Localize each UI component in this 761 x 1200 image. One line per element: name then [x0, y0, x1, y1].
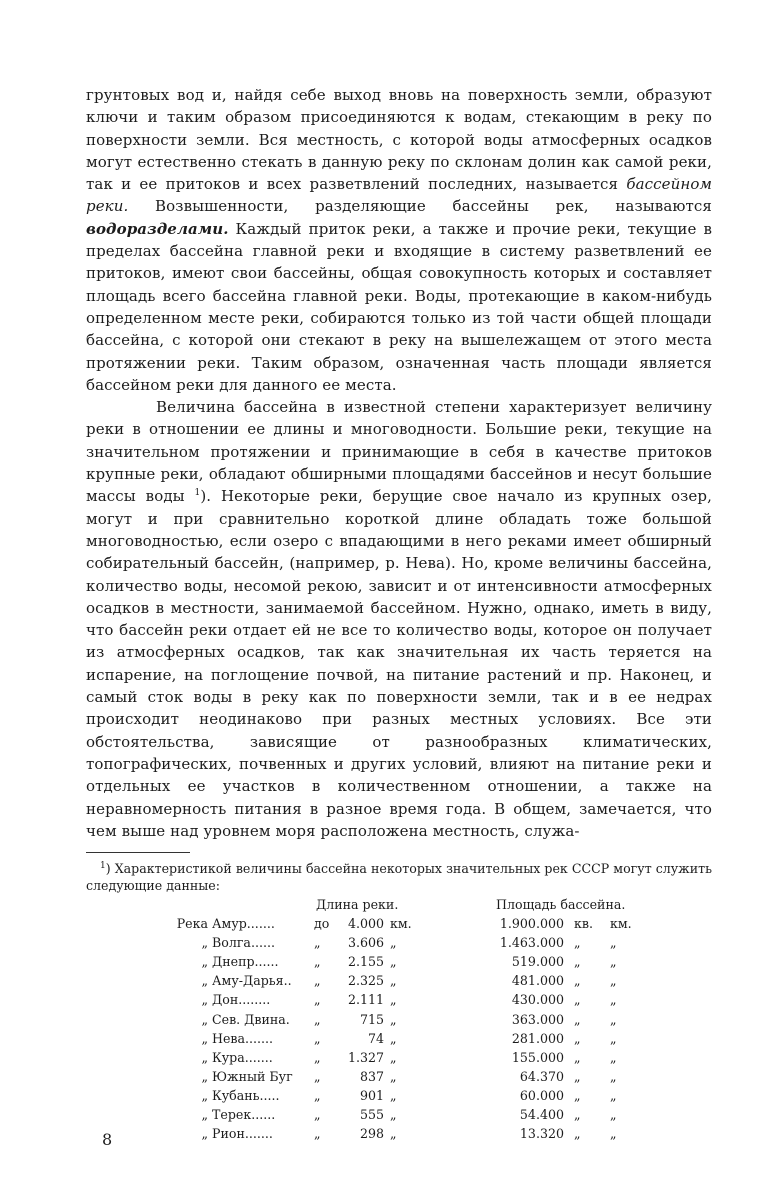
- length-prefix: „: [314, 973, 321, 989]
- footnote: [86, 860, 712, 894]
- area-unit-2: „: [610, 1049, 617, 1065]
- length-unit: „: [390, 1126, 397, 1142]
- basin-area: 155.000: [511, 1049, 564, 1065]
- table-row: [86, 1050, 706, 1069]
- row-prefix: „: [201, 1049, 208, 1065]
- length-prefix: „: [314, 1126, 321, 1142]
- length-prefix: „: [314, 1049, 321, 1065]
- area-unit-1: „: [574, 1011, 581, 1027]
- length-prefix: „: [314, 992, 321, 1008]
- table-row: [86, 1012, 706, 1031]
- river-name: Волга......: [212, 935, 275, 951]
- area-unit-1: „: [574, 1068, 581, 1084]
- length-unit: „: [390, 1068, 397, 1084]
- row-prefix: „: [201, 973, 208, 989]
- river-length: 715: [359, 1011, 384, 1027]
- footnote-divider: [86, 852, 190, 853]
- river-name: Аму-Дарья..: [212, 973, 292, 989]
- main-text: [86, 84, 712, 842]
- length-unit: „: [390, 1030, 397, 1046]
- table-row: [86, 954, 706, 973]
- area-unit-1: „: [574, 1107, 581, 1122]
- basin-area: 363.000: [511, 1011, 564, 1027]
- table-row: [86, 1031, 706, 1050]
- basin-area: 481.000: [511, 973, 564, 989]
- row-prefix: „: [201, 935, 208, 951]
- length-prefix: „: [314, 1087, 321, 1103]
- length-unit: „: [390, 992, 397, 1008]
- basin-area: 430.000: [511, 992, 564, 1008]
- river-name: Сев. Двина.: [212, 1011, 290, 1027]
- area-unit-1: „: [574, 1087, 581, 1103]
- river-name: Южный Буг: [212, 1068, 293, 1084]
- area-unit-2: „: [610, 1087, 617, 1103]
- area-unit-1: „: [574, 935, 581, 951]
- table-row: [86, 935, 706, 954]
- paragraph-1: грунтовых вод и, найдя себе выход вновь на поверхность земли, образуют ключи и таким образом присоединяются к водам, стекающим в реку по поверхности земли. Вся местность, с которой воды атмосферных осадков могут естественно стекать в данную реку по склонам долин как самой реки, так и ее притоков и всех разветвлений последних, называется бассейном реки. Возвышенности, разделяющие бассейны рек, называются водоразделами. Каждый приток реки, а также и прочие реки, текущие в пределах бассейна главной реки и входящие в систему разветвлений ее притоков, имеют свои бассейны, общая совокупность которых и составляет площадь всего бассейна главной реки. Воды, протекающие в каком-нибудь определенном месте реки, собираются только из той части общей площади бассейна, с которой они стекают в реку на вышележащем от этого места протяжении реки. Таким образом, означенная часть площади является бассейном реки для данного ее места.: [86, 86, 712, 394]
- length-unit: „: [390, 935, 397, 951]
- area-unit-2: „: [610, 954, 617, 970]
- area-unit-2: км.: [610, 916, 632, 931]
- area-unit-1: кв.: [574, 916, 593, 931]
- area-unit-1: „: [574, 973, 581, 989]
- row-prefix: „: [201, 1030, 208, 1046]
- river-length: 1.327: [347, 1049, 384, 1065]
- area-unit-2: „: [610, 1068, 617, 1084]
- basin-area: 519.000: [511, 954, 564, 970]
- area-unit-1: „: [574, 954, 581, 970]
- river-length: 837: [359, 1068, 384, 1084]
- paragraph-2: Величина бассейна в известной степени характеризует величину реки в отношении ее длины и многоводности. Большие реки, текущие на значительном протяжении и принимающие в себя в качестве притоков крупные реки, обладают обширными площадями бассейнов и несут большие массы воды $^1$). Некоторые реки, берущие свое начало из крупных озер, могут и при сравнительно короткой длине обладать тоже большой многоводностью, если озеро с впадающими в него реками имеет обширный собирательный бассейн, (например, р. Нева). Но, кроме величины бассейна, количество воды, несомой рекою, зависит и от интенсивности атмосферных осадков в местности, занимаемой бассейном. Нужно, однако, иметь в виду, что бассейн реки отдает ей не все то количество воды, которое он получает из атмосферных осадков, так как значительная их часть теряется на испарение, на поглощение почвой, на питание растений и пр. Наконец, и самый сток воды в реку как по поверхности земли, так и в ее недрах происходит неодинаково при разных местных условиях. Все эти обстоятельства, зависящие от разнообразных климатических, топографических, почвенных и других условий, влияют на питание реки и отдельных ее участков в количественном отношении, а также на неравномерность питания в разное время года. В общем, замечается, что чем выше над уровнем моря расположена местность, служа-: [86, 398, 712, 840]
- river-length: 298: [359, 1126, 384, 1142]
- river-name: Кубань.....: [212, 1087, 280, 1103]
- table-row: [86, 916, 706, 935]
- basin-area: 60.000: [519, 1087, 564, 1103]
- table-row: [86, 992, 706, 1011]
- basin-area: 1.900.000: [499, 916, 564, 931]
- length-prefix: „: [314, 1011, 321, 1027]
- basin-area: 281.000: [511, 1030, 564, 1046]
- length-prefix: „: [314, 1030, 321, 1046]
- page-number: 8: [102, 1130, 113, 1149]
- area-unit-2: „: [610, 1126, 617, 1142]
- river-length: 901: [359, 1087, 384, 1103]
- area-unit-2: „: [610, 973, 617, 989]
- table-row: [86, 973, 706, 992]
- river-length: 2.155: [347, 954, 384, 970]
- column-header-length: Длина реки.: [316, 897, 399, 912]
- basin-area: 64.370: [519, 1068, 564, 1084]
- area-unit-2: „: [610, 1011, 617, 1027]
- river-name: Терек......: [212, 1107, 276, 1122]
- term-basin: бассейном реки.: [86, 175, 712, 216]
- area-unit-2: „: [610, 1107, 617, 1122]
- length-prefix: до: [314, 916, 330, 931]
- row-prefix: „: [201, 1011, 208, 1027]
- row-prefix: „: [201, 992, 208, 1008]
- river-name: Кура.......: [212, 1049, 273, 1065]
- footnote-ref: 1: [194, 488, 201, 499]
- area-unit-2: „: [610, 935, 617, 951]
- basin-area: 54.400: [519, 1107, 564, 1122]
- length-prefix: „: [314, 954, 321, 970]
- length-prefix: „: [314, 1068, 321, 1084]
- row-prefix: „: [201, 954, 208, 970]
- footnote-text: ) Характеристикой величины бассейна некоторых значительных рек СССР могут служить следующие данные:: [86, 861, 712, 893]
- area-unit-1: „: [574, 1126, 581, 1142]
- length-prefix: „: [314, 935, 321, 951]
- row-prefix: „: [201, 1068, 208, 1084]
- area-unit-2: „: [610, 1030, 617, 1046]
- table-row: [86, 1107, 706, 1126]
- length-unit: „: [390, 1011, 397, 1027]
- area-unit-1: „: [574, 992, 581, 1008]
- length-unit: „: [390, 954, 397, 970]
- basin-area: 13.320: [519, 1126, 564, 1142]
- length-unit: „: [390, 1107, 397, 1122]
- area-unit-1: „: [574, 1049, 581, 1065]
- footnote-mark: 1: [100, 860, 106, 871]
- length-unit: „: [390, 1087, 397, 1103]
- row-prefix: „: [201, 1107, 208, 1122]
- row-prefix: Река: [176, 916, 208, 931]
- basin-area: 1.463.000: [499, 935, 564, 951]
- river-length: 3.606: [347, 935, 384, 951]
- length-prefix: „: [314, 1107, 321, 1122]
- area-unit-1: „: [574, 1030, 581, 1046]
- river-length: 4.000: [347, 916, 384, 931]
- row-prefix: „: [201, 1126, 208, 1142]
- river-length: 555: [359, 1107, 384, 1122]
- river-name: Днепр......: [212, 954, 279, 970]
- river-name: Нева.......: [212, 1030, 274, 1046]
- river-name: Амур.......: [212, 916, 275, 931]
- river-name: Дон........: [212, 992, 271, 1008]
- river-name: Рион.......: [212, 1126, 273, 1142]
- river-length: 74: [367, 1030, 384, 1046]
- river-length: 2.111: [347, 992, 384, 1008]
- area-unit-2: „: [610, 992, 617, 1008]
- term-watershed: водоразделами.: [86, 219, 229, 238]
- table-row: [86, 1088, 706, 1107]
- length-unit: км.: [390, 916, 412, 931]
- row-prefix: „: [201, 1087, 208, 1103]
- table-row: [86, 1126, 706, 1145]
- length-unit: „: [390, 1049, 397, 1065]
- table-row: [86, 1069, 706, 1088]
- river-length: 2.325: [347, 973, 384, 989]
- column-header-area: Площадь бассейна.: [496, 897, 626, 912]
- length-unit: „: [390, 973, 397, 989]
